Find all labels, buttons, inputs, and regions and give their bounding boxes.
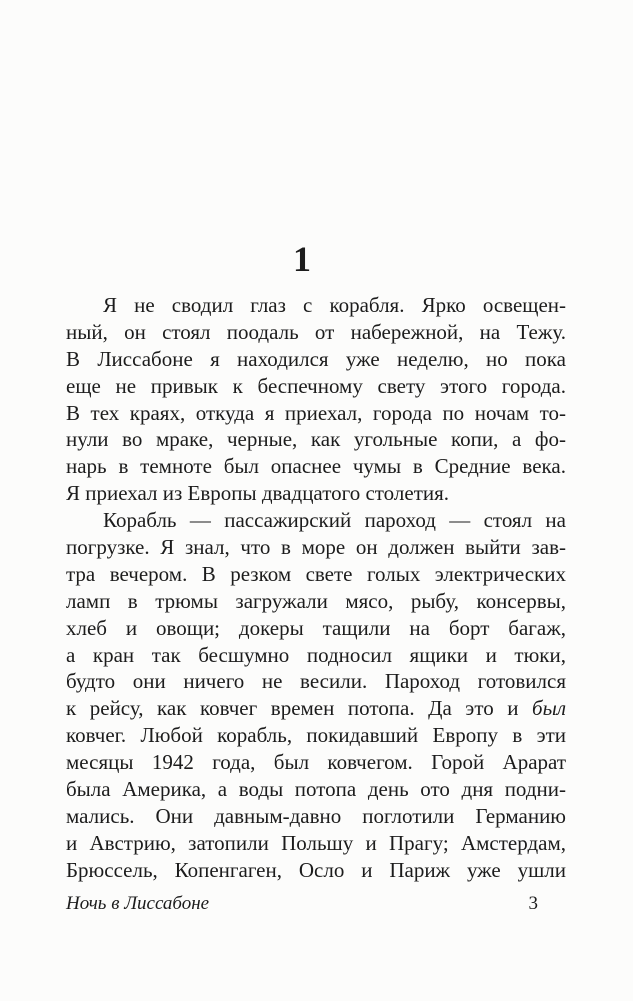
text-line: В Лиссабоне я находился уже неделю, но пока <box>66 346 566 371</box>
chapter-number: 1 <box>293 239 311 279</box>
text-line: и Австрию, затопили Польшу и Прагу; Амстердам, <box>66 830 566 855</box>
text-line: была Америка, а воды потопа день ото дня подни- <box>66 777 566 802</box>
text-line: а кран так бесшумно подносил ящики и тюки, <box>66 642 566 667</box>
page-footer <box>66 892 566 915</box>
text-line: Корабль — пассажирский пароход — стоял на <box>103 508 566 533</box>
text-line: Я приехал из Европы двадцатого столетия. <box>66 481 450 506</box>
text-line: ковчег. Любой корабль, покидавший Европу в эти <box>66 723 566 748</box>
text-line: нули во мраке, черные, как угольные копи, а фо- <box>66 427 566 452</box>
text-line: тра вечером. В резком свете голых электрических <box>66 561 566 586</box>
paragraph <box>66 507 566 883</box>
page-number: 3 <box>528 893 538 914</box>
text-line: Я не сводил глаз с корабля. Ярко освещен- <box>103 293 566 317</box>
running-title: Ночь в Лиссабоне <box>66 893 210 914</box>
text-line: В тех краях, откуда я приехал, города по ночам то- <box>66 400 566 425</box>
text-line: Брюссель, Копенгаген, Осло и Париж уже ушли <box>66 857 566 882</box>
text-line: хлеб и овощи; докеры тащили на борт багаж, <box>66 615 566 640</box>
text-line: мались. Они давным-давно поглотили Германию <box>66 803 566 828</box>
text-line: нарь в темноте был опаснее чумы в Средние века. <box>66 454 566 479</box>
text-line: к рейсу, как ковчег времен потопа. Да это и был <box>66 696 566 721</box>
text-line: еще не привык к беспечному свету этого города. <box>66 373 566 398</box>
body-text <box>66 292 566 884</box>
text-line: погрузке. Я знал, что в море он должен выйти зав- <box>66 535 566 560</box>
text-line: месяцы 1942 года, был ковчегом. Горой Арарат <box>66 750 566 775</box>
text-line: ламп в трюмы загружали мясо, рыбу, консервы, <box>66 588 566 613</box>
text-line: ный, он стоял поодаль от набережной, на Тежу. <box>66 319 566 344</box>
paragraph <box>66 292 566 507</box>
text-line: будто они ничего не весили. Пароход готовился <box>66 669 566 694</box>
